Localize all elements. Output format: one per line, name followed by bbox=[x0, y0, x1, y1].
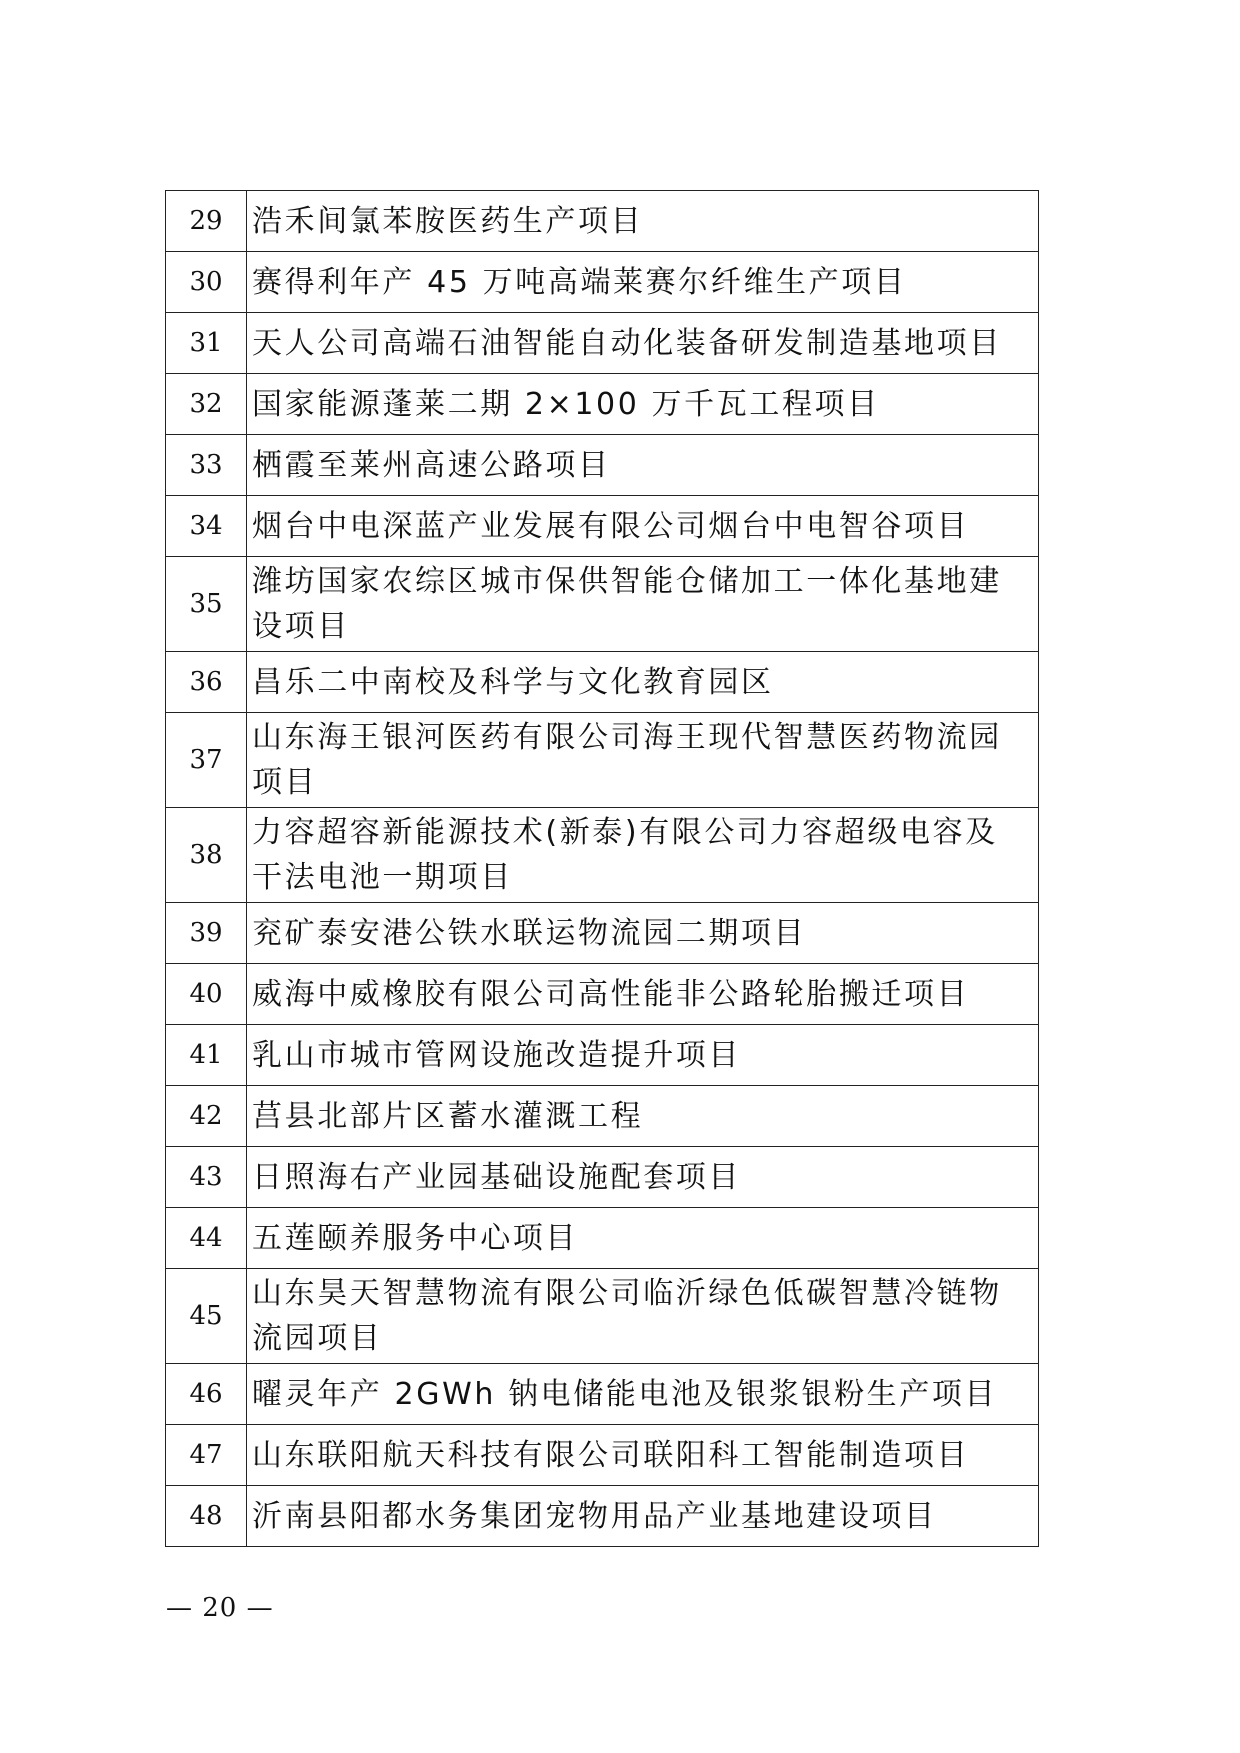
project-name: 曜灵年产 2GWh 钠电储能电池及银浆银粉生产项目 bbox=[247, 1364, 1039, 1425]
table-row bbox=[166, 808, 1039, 903]
row-number: 46 bbox=[166, 1364, 247, 1425]
row-number: 42 bbox=[166, 1086, 247, 1147]
project-name: 山东昊天智慧物流有限公司临沂绿色低碳智慧冷链物流园项目 bbox=[247, 1269, 1039, 1364]
table-row bbox=[166, 557, 1039, 652]
row-number: 43 bbox=[166, 1147, 247, 1208]
row-number: 33 bbox=[166, 435, 247, 496]
table-row bbox=[166, 964, 1039, 1025]
row-number: 41 bbox=[166, 1025, 247, 1086]
table-row bbox=[166, 191, 1039, 252]
table-row bbox=[166, 1364, 1039, 1425]
row-number: 30 bbox=[166, 252, 247, 313]
row-number: 45 bbox=[166, 1269, 247, 1364]
row-number: 38 bbox=[166, 808, 247, 903]
row-number: 48 bbox=[166, 1486, 247, 1547]
row-number: 47 bbox=[166, 1425, 247, 1486]
row-number: 34 bbox=[166, 496, 247, 557]
project-name: 赛得利年产 45 万吨高端莱赛尔纤维生产项目 bbox=[247, 252, 1039, 313]
table-row bbox=[166, 252, 1039, 313]
table-row bbox=[166, 713, 1039, 808]
row-number: 36 bbox=[166, 652, 247, 713]
project-name: 日照海右产业园基础设施配套项目 bbox=[247, 1147, 1039, 1208]
project-name: 五莲颐养服务中心项目 bbox=[247, 1208, 1039, 1269]
row-number: 29 bbox=[166, 191, 247, 252]
row-number: 35 bbox=[166, 557, 247, 652]
table-row bbox=[166, 1086, 1039, 1147]
table-row bbox=[166, 1025, 1039, 1086]
row-number: 39 bbox=[166, 903, 247, 964]
row-number: 40 bbox=[166, 964, 247, 1025]
row-number: 44 bbox=[166, 1208, 247, 1269]
project-name: 浩禾间氯苯胺医药生产项目 bbox=[247, 191, 1039, 252]
row-number: 32 bbox=[166, 374, 247, 435]
project-name: 天人公司高端石油智能自动化装备研发制造基地项目 bbox=[247, 313, 1039, 374]
table-row bbox=[166, 496, 1039, 557]
table-row bbox=[166, 1425, 1039, 1486]
table-row bbox=[166, 1269, 1039, 1364]
table-row bbox=[166, 374, 1039, 435]
project-name: 威海中威橡胶有限公司高性能非公路轮胎搬迁项目 bbox=[247, 964, 1039, 1025]
row-number: 31 bbox=[166, 313, 247, 374]
project-name: 乳山市城市管网设施改造提升项目 bbox=[247, 1025, 1039, 1086]
project-name: 栖霞至莱州高速公路项目 bbox=[247, 435, 1039, 496]
project-name: 潍坊国家农综区城市保供智能仓储加工一体化基地建设项目 bbox=[247, 557, 1039, 652]
project-name: 力容超容新能源技术(新泰)有限公司力容超级电容及干法电池一期项目 bbox=[247, 808, 1039, 903]
project-name: 山东联阳航天科技有限公司联阳科工智能制造项目 bbox=[247, 1425, 1039, 1486]
table-row bbox=[166, 435, 1039, 496]
project-name: 烟台中电深蓝产业发展有限公司烟台中电智谷项目 bbox=[247, 496, 1039, 557]
project-table-body bbox=[166, 191, 1039, 1547]
page-number: — 20 — bbox=[166, 1593, 274, 1623]
table-row bbox=[166, 652, 1039, 713]
project-name: 昌乐二中南校及科学与文化教育园区 bbox=[247, 652, 1039, 713]
project-name: 沂南县阳都水务集团宠物用品产业基地建设项目 bbox=[247, 1486, 1039, 1547]
project-name: 国家能源蓬莱二期 2×100 万千瓦工程项目 bbox=[247, 374, 1039, 435]
project-name: 兖矿泰安港公铁水联运物流园二期项目 bbox=[247, 903, 1039, 964]
table-row bbox=[166, 1208, 1039, 1269]
table-row bbox=[166, 313, 1039, 374]
table-row bbox=[166, 903, 1039, 964]
table-row bbox=[166, 1147, 1039, 1208]
project-name: 莒县北部片区蓄水灌溉工程 bbox=[247, 1086, 1039, 1147]
table-row bbox=[166, 1486, 1039, 1547]
project-name: 山东海王银河医药有限公司海王现代智慧医药物流园项目 bbox=[247, 713, 1039, 808]
row-number: 37 bbox=[166, 713, 247, 808]
project-table bbox=[165, 190, 1039, 1547]
